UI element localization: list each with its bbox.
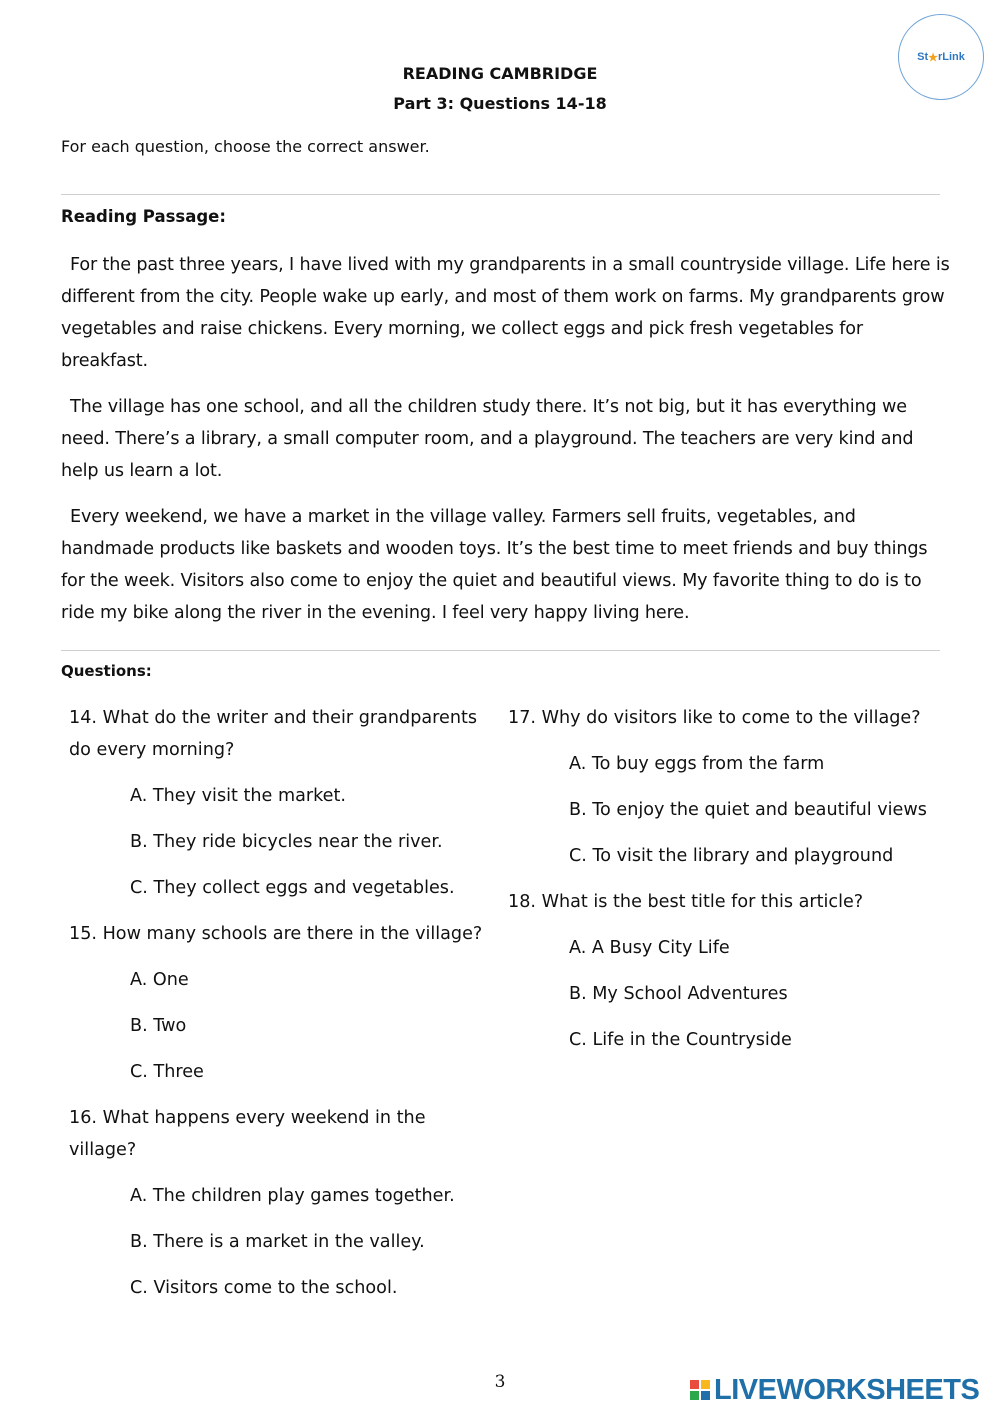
page-number: 3 xyxy=(494,1372,506,1392)
answer-option[interactable]: C. Three xyxy=(130,1062,204,1082)
answer-option[interactable]: B. My School Adventures xyxy=(569,984,788,1004)
page-title: READING CAMBRIDGE xyxy=(402,64,598,83)
answer-option[interactable]: C. Visitors come to the school. xyxy=(130,1278,398,1298)
instruction-text: For each question, choose the correct answer. xyxy=(61,137,430,156)
question-14: 14. What do the writer and their grandparents do every morning? xyxy=(69,708,478,760)
answer-option[interactable]: A. The children play games together. xyxy=(130,1186,455,1206)
questions-column-right xyxy=(508,702,928,1070)
divider xyxy=(61,650,940,651)
logo-square xyxy=(690,1380,699,1389)
questions-heading: Questions: xyxy=(61,662,152,680)
starlink-logo: St ★ rLink xyxy=(898,14,984,100)
answer-option[interactable]: A. A Busy City Life xyxy=(569,938,730,958)
question-18: 18. What is the best title for this article? xyxy=(508,892,864,912)
questions-column-left xyxy=(69,702,489,1318)
answer-option[interactable]: B. Two xyxy=(130,1016,187,1036)
liveworksheets-logo-icon xyxy=(690,1380,710,1400)
liveworksheets-brand xyxy=(690,1373,979,1407)
answer-option[interactable]: C. To visit the library and playground xyxy=(569,846,894,866)
answer-option[interactable]: B. There is a market in the valley. xyxy=(130,1232,425,1252)
answer-option[interactable]: A. One xyxy=(130,970,189,990)
page-subtitle: Part 3: Questions 14-18 xyxy=(393,94,607,113)
answer-option[interactable]: C. They collect eggs and vegetables. xyxy=(130,878,455,898)
answer-option[interactable]: A. To buy eggs from the farm xyxy=(569,754,825,774)
star-icon: ★ xyxy=(928,51,938,64)
divider xyxy=(61,194,940,195)
passage-paragraph: Every weekend, we have a market in the village valley. Farmers sell fruits, vegetables, and handmade products like baskets and wooden toys. It’s the best time to meet friends and buy things for the week. Visitors also come to enjoy the quiet and beautiful views. My favorite thing to do is to ride my bike along the river in the evening. I feel very happy living here. xyxy=(61,507,928,623)
question-15: 15. How many schools are there in the village? xyxy=(69,924,483,944)
question-16: 16. What happens every weekend in the village? xyxy=(69,1108,426,1160)
passage-paragraph: For the past three years, I have lived with my grandparents in a small countryside village. Life here is different from the city. People wake up early, and most of them work on farms. My grandparents grow vegetables and raise chickens. Every morning, we collect eggs and pick fresh vegetables for breakfast. xyxy=(61,255,950,371)
reading-passage xyxy=(61,249,951,643)
answer-option[interactable]: A. They visit the market. xyxy=(130,786,346,806)
question-17: 17. Why do visitors like to come to the village? xyxy=(508,708,921,728)
answer-option[interactable]: B. They ride bicycles near the river. xyxy=(130,832,443,852)
answer-option[interactable]: C. Life in the Countryside xyxy=(569,1030,792,1050)
logo-square xyxy=(701,1380,710,1389)
liveworksheets-wordmark: LIVEWORKSHEETS xyxy=(714,1373,980,1406)
logo-square xyxy=(701,1391,710,1400)
passage-paragraph: The village has one school, and all the children study there. It’s not big, but it has everything we need. There’s a library, a small computer room, and a playground. The teachers are very kind and help us learn a lot. xyxy=(61,397,914,481)
passage-heading: Reading Passage: xyxy=(61,207,226,226)
logo-square xyxy=(690,1391,699,1400)
answer-option[interactable]: B. To enjoy the quiet and beautiful views xyxy=(569,800,927,820)
